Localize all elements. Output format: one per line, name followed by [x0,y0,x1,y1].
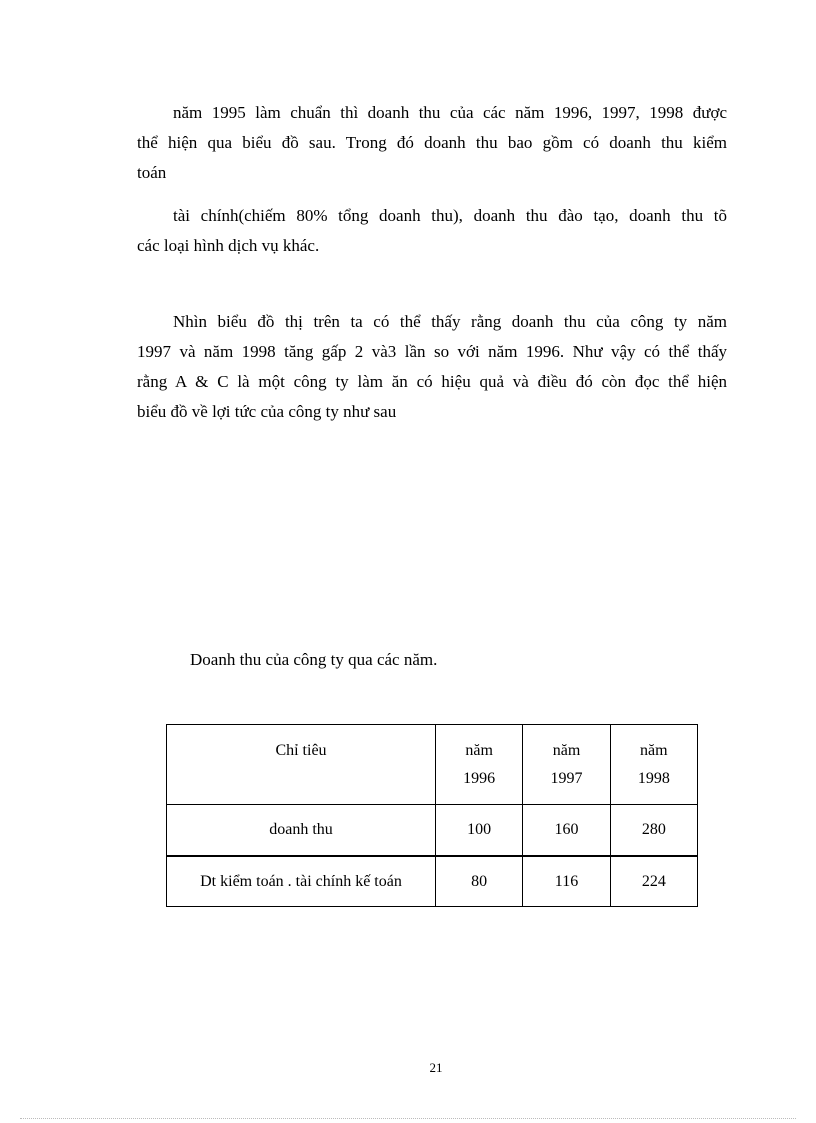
header-cell-year [436,725,523,805]
header-year-word: năm [552,742,581,759]
text-line: 1997 và năm 1998 tăng gấp 2 và3 lần so với năm 1996. Như vậy có thể thấy [137,342,727,361]
page-number: 21 [429,1060,443,1075]
text-line: toán [137,163,167,182]
text-line: tài chính(chiếm 80% tổng doanh thu), doanh thu đào tạo, doanh thu tõ [173,206,727,225]
table-caption: Doanh thu của công ty qua các năm. [190,650,438,669]
text-line: Nhìn biểu đồ thị trên ta có thể thấy rằng doanh thu của công ty năm [173,312,727,331]
header-year-word: năm [465,742,493,759]
table-row [167,805,698,857]
text-line: biểu đồ về lợi tức của công ty như sau [137,402,397,421]
row-label-cell: Dt kiểm toán . tài chính kế toán [167,856,436,907]
text-line: các loại hình dịch vụ khác. [137,236,320,255]
header-cell-year [523,725,610,805]
table-row [167,856,698,907]
paragraph-revenue-composition [137,201,727,261]
table-header-row [167,725,698,805]
header-cell-indicator: Chỉ tiêu [167,725,436,805]
header-cell-year [610,725,697,805]
text-line: rằng A & C là một công ty làm ăn có hiệu quả và điều đó còn đọc thể hiện [137,372,727,391]
value-cell: 280 [610,805,697,857]
header-year-number: 1998 [637,770,670,787]
value-cell: 100 [436,805,523,857]
value-cell: 160 [523,805,610,857]
text-line: thể hiện qua biểu đồ sau. Trong đó doanh thu bao gồm có doanh thu kiểm [137,133,727,152]
value-cell: 224 [610,856,697,907]
paragraph-revenue-base-year [137,98,727,188]
value-cell: 116 [523,856,610,907]
revenue-table [166,724,698,907]
header-year-number: 1997 [550,770,583,787]
paragraph-revenue-analysis [137,307,727,427]
page-bottom-divider [20,1118,796,1119]
value-cell: 80 [436,856,523,907]
row-label-cell: doanh thu [167,805,436,857]
text-line: năm 1995 làm chuẩn thì doanh thu của các năm 1996, 1997, 1998 được [173,103,727,122]
header-year-number: 1996 [463,770,496,787]
header-year-word: năm [640,742,668,759]
